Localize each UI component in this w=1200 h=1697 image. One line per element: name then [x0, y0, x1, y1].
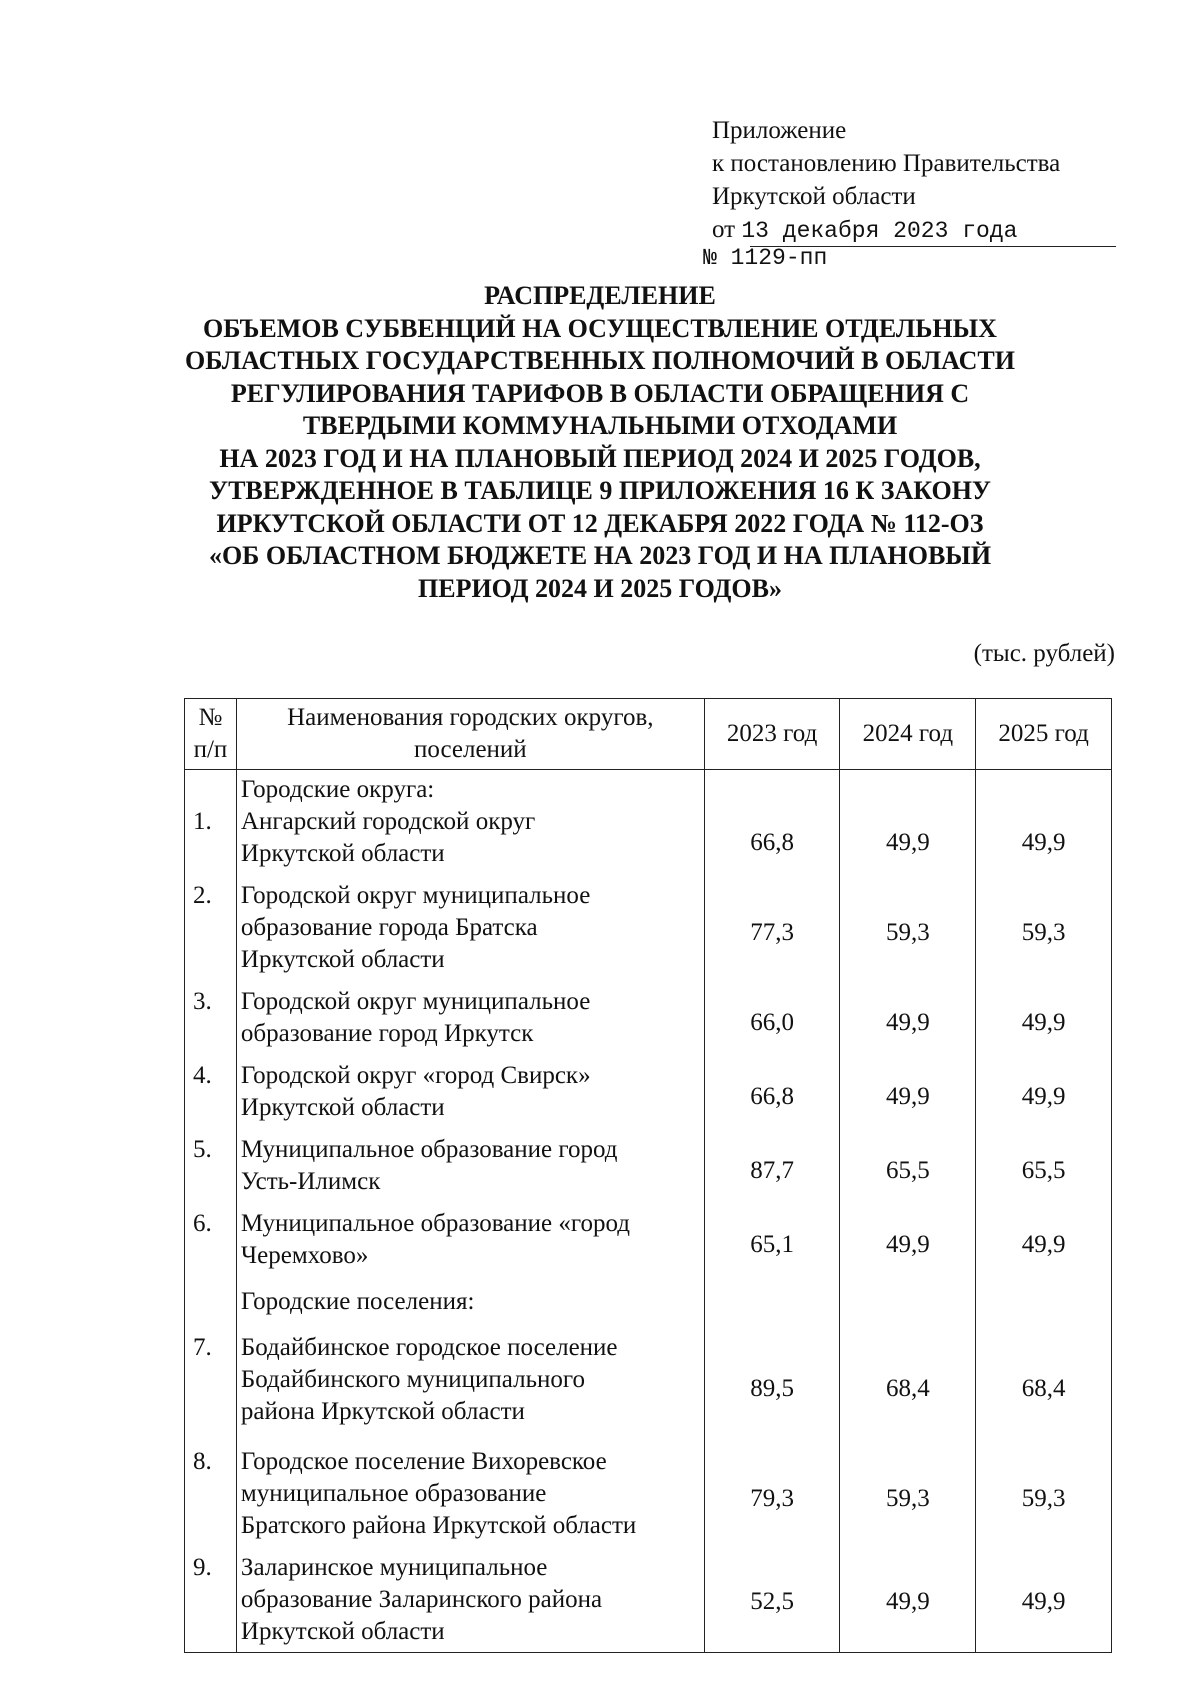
row-number: 1. [185, 806, 237, 880]
header-name [236, 699, 704, 770]
header-name-line-2: поселений [413, 736, 527, 763]
row-name [236, 1332, 704, 1446]
row-name [236, 880, 704, 986]
row-value-2025: 49,9 [976, 1060, 1112, 1134]
row-value-2024: 59,3 [840, 880, 976, 986]
row-value-2024: 68,4 [840, 1332, 976, 1446]
row-name [236, 1060, 704, 1134]
row-value-2023: 77,3 [704, 880, 840, 986]
attachment-block [712, 114, 1102, 248]
title-line: ОБЛАСТНЫХ ГОСУДАРСТВЕННЫХ ПОЛНОМОЧИЙ В ОБЛАСТИ [185, 346, 1015, 375]
row-name [236, 1134, 704, 1208]
row-name-line: Городской округ муниципальное [240, 882, 591, 909]
row-number [185, 1282, 237, 1332]
row-name [236, 986, 704, 1060]
table-row [185, 1332, 1112, 1446]
attachment-line-3: Иркутской области [712, 183, 916, 210]
title-line: РАСПРЕДЕЛЕНИЕ [484, 281, 716, 310]
row-value-2025: 65,5 [976, 1134, 1112, 1208]
row-number: 7. [185, 1332, 237, 1446]
table-body [185, 770, 1112, 1653]
row-value-2023: 66,8 [704, 806, 840, 880]
row-name-line: Иркутской области [240, 840, 445, 867]
row-name [236, 806, 704, 880]
units-label: (тыс. рублей) [973, 640, 1115, 667]
row-value-2024: 49,9 [840, 986, 976, 1060]
title-line: РЕГУЛИРОВАНИЯ ТАРИФОВ В ОБЛАСТИ ОБРАЩЕНИЯ С [230, 378, 970, 408]
row-value-2025: 59,3 [976, 880, 1112, 986]
row-name-line: Муниципальное образование «город [240, 1210, 630, 1237]
row-value-2023: 66,8 [704, 1060, 840, 1134]
title-line: НА 2023 ГОД И НА ПЛАНОВЫЙ ПЕРИОД 2024 И 2025 ГОДОВ, [219, 443, 981, 473]
table-section-row [185, 1282, 1112, 1332]
number-prefix: № [703, 245, 717, 271]
table-row [185, 1446, 1112, 1552]
header-name-line-1: Наименования городских округов, [287, 704, 654, 731]
table-row [185, 1134, 1112, 1208]
row-value-2025: 49,9 [976, 986, 1112, 1060]
row-name [236, 770, 704, 807]
header-2023: 2023 год [704, 699, 840, 770]
row-name-line: Бодайбинское городское поселение [240, 1334, 618, 1361]
row-value-2024: 49,9 [840, 1208, 976, 1282]
date-prefix: от [712, 216, 736, 243]
attachment-line-1: Приложение [712, 117, 847, 144]
attachment-line-2: к постановлению Правительства [712, 150, 1061, 177]
row-name [236, 1446, 704, 1552]
table-row [185, 806, 1112, 880]
row-name-line: Иркутской области [240, 1094, 445, 1121]
row-value-2024: 65,5 [840, 1134, 976, 1208]
row-value-2024 [840, 770, 976, 807]
row-value-2023: 89,5 [704, 1332, 840, 1446]
row-name-line: Иркутской области [240, 1618, 445, 1645]
row-number: 8. [185, 1446, 237, 1552]
header-number [185, 699, 237, 770]
row-name-line: образование города Братска [240, 914, 538, 941]
distribution-table [184, 698, 1112, 1653]
table-row [185, 880, 1112, 986]
row-name-line: Ангарский городской округ [240, 808, 536, 835]
row-number: 9. [185, 1552, 237, 1653]
row-value-2025 [976, 1282, 1112, 1332]
table-row [185, 1060, 1112, 1134]
row-name-line: Заларинское муниципальное [240, 1554, 548, 1581]
title-line: ТВЕРДЫМИ КОММУНАЛЬНЫМИ ОТХОДАМИ [302, 411, 898, 440]
row-value-2025 [976, 770, 1112, 807]
title-line: ПЕРИОД 2024 И 2025 ГОДОВ» [418, 573, 782, 603]
row-value-2024: 49,9 [840, 806, 976, 880]
row-value-2024: 49,9 [840, 1060, 976, 1134]
row-name-line: Черемхово» [240, 1242, 369, 1269]
resolution-number [703, 245, 827, 271]
row-name-line: Братского района Иркутской области [240, 1512, 637, 1539]
row-name [236, 1208, 704, 1282]
header-2025: 2025 год [976, 699, 1112, 770]
row-value-2023: 79,3 [704, 1446, 840, 1552]
number-value: 1129-пп [730, 245, 828, 271]
title-line: «ОБ ОБЛАСТНОМ БЮДЖЕТЕ НА 2023 ГОД И НА ПЛАНОВЫЙ [208, 541, 992, 570]
row-value-2025: 49,9 [976, 1552, 1112, 1653]
row-value-2025: 49,9 [976, 1208, 1112, 1282]
row-number: 5. [185, 1134, 237, 1208]
row-name-line: Бодайбинского муниципального [240, 1366, 586, 1393]
row-value-2023: 65,1 [704, 1208, 840, 1282]
header-number-line-1: № [198, 704, 223, 731]
row-name-line: Городские округа: [240, 776, 435, 803]
row-number: 3. [185, 986, 237, 1060]
row-value-2025: 59,3 [976, 1446, 1112, 1552]
row-name-line: Городской округ муниципальное [240, 988, 591, 1015]
row-name-line: Городское поселение Вихоревское [240, 1448, 607, 1475]
row-value-2025: 49,9 [976, 806, 1112, 880]
row-value-2023 [704, 1282, 840, 1332]
row-value-2023: 52,5 [704, 1552, 840, 1653]
row-value-2023 [704, 770, 840, 807]
row-value-2023: 66,0 [704, 986, 840, 1060]
row-value-2023: 87,7 [704, 1134, 840, 1208]
row-name-line: Муниципальное образование город [240, 1136, 618, 1163]
table-row [185, 1208, 1112, 1282]
header-number-line-2: п/п [193, 736, 228, 763]
document-title [60, 280, 1140, 605]
row-name-line: Усть-Илимск [240, 1168, 381, 1195]
row-name [236, 1552, 704, 1653]
title-line: ОБЪЕМОВ СУБВЕНЦИЙ НА ОСУЩЕСТВЛЕНИЕ ОТДЕЛЬНЫХ [203, 313, 997, 343]
row-value-2024: 59,3 [840, 1446, 976, 1552]
row-name-line: Городские поселения: [240, 1288, 475, 1315]
header-2024: 2024 год [840, 699, 976, 770]
table-header-row [185, 699, 1112, 770]
row-name-line: Иркутской области [240, 946, 445, 973]
row-name-line: района Иркутской области [240, 1398, 525, 1425]
row-value-2024: 49,9 [840, 1552, 976, 1653]
table-row [185, 1552, 1112, 1653]
row-name-line: образование город Иркутск [240, 1020, 534, 1047]
title-line: УТВЕРЖДЕННОЕ В ТАБЛИЦЕ 9 ПРИЛОЖЕНИЯ 16 К ЗАКОНУ [208, 476, 992, 505]
row-name [236, 1282, 704, 1332]
title-line: ИРКУТСКОЙ ОБЛАСТИ ОТ 12 ДЕКАБРЯ 2022 ГОДА № 112-ОЗ [216, 508, 984, 538]
date-value: 13 декабря 2023 года [741, 218, 1018, 244]
row-name-line: Городской округ «город Свирск» [240, 1062, 591, 1089]
row-number: 6. [185, 1208, 237, 1282]
row-name-line: муниципальное образование [240, 1480, 547, 1507]
table-row [185, 986, 1112, 1060]
row-name-line: образование Заларинского района [240, 1586, 603, 1613]
row-value-2024 [840, 1282, 976, 1332]
row-number [185, 770, 237, 807]
row-value-2025: 68,4 [976, 1332, 1112, 1446]
row-number: 2. [185, 880, 237, 986]
table-section-row [185, 770, 1112, 807]
attachment-date-line [712, 213, 1102, 248]
row-number: 4. [185, 1060, 237, 1134]
